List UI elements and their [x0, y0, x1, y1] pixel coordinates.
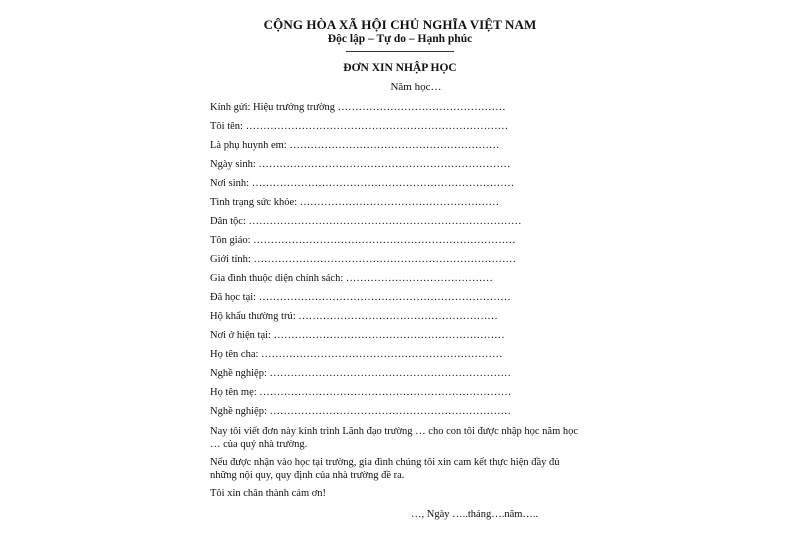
field-permanent-residence: Hộ khẩu thường trú: ………………………………………………… — [210, 311, 498, 322]
field-previous-school: Đã học tại: ……………………………………………………………… — [210, 292, 511, 303]
field-mother-occupation: Nghề nghiệp: …………………………………………………………… — [210, 406, 511, 417]
request-paragraph — [210, 425, 590, 451]
request-line-2: … của quý nhà trường. — [210, 439, 308, 450]
field-date-of-birth: Ngày sinh: ……………………………………………………………… — [210, 159, 511, 170]
school-year-line: Năm học… — [390, 81, 442, 93]
field-current-address: Nơi ở hiện tại: ………………………………………………………… — [210, 330, 505, 341]
signature-date-line: …, Ngày …..tháng….năm….. — [411, 509, 539, 520]
field-parent-of: Là phụ huynh em: …………………………………………………… — [210, 140, 500, 151]
commitment-paragraph — [210, 456, 590, 482]
field-place-of-birth: Nơi sinh: ………………………………………………………………… — [210, 178, 515, 189]
field-gender: Giới tính: ………………………………………………………………… — [210, 254, 516, 265]
motto: Độc lập – Tự do – Hạnh phúc — [327, 33, 473, 45]
field-ethnicity: Dân tộc: …………………………………………………………………… — [210, 216, 522, 227]
field-recipient: Kính gửi: Hiệu trưởng trường ………………………………………… — [210, 102, 506, 113]
field-applicant-name: Tôi tên: ………………………………………………………………… — [210, 121, 509, 132]
commitment-line-2: những nội quy, quy định của nhà trường đề ra. — [210, 470, 405, 481]
document-title: ĐƠN XIN NHẬP HỌC — [343, 62, 457, 74]
commitment-line-1: Nếu được nhận vào học tại trường, gia đình chúng tôi xin cam kết thực hiện đầy đủ — [210, 457, 560, 468]
title-divider — [346, 51, 454, 52]
field-father-name: Họ tên cha: …………………………………………………………… — [210, 349, 503, 360]
field-health-status: Tình trạng sức khỏe: ………………………………………………… — [210, 197, 500, 208]
request-line-1: Nay tôi viết đơn này kính trình Lãnh đạo trường … cho con tôi được nhập học năm học — [210, 426, 579, 437]
national-title: CỘNG HÒA XÃ HỘI CHỦ NGHĨA VIỆT NAM — [263, 17, 537, 32]
thanks-line: Tôi xin chân thành cảm ơn! — [210, 488, 327, 499]
field-policy-family: Gia đình thuộc diện chính sách: …………………………………… — [210, 273, 493, 284]
field-religion: Tôn giáo: ………………………………………………………………… — [210, 235, 516, 246]
thanks-paragraph — [210, 487, 590, 500]
field-mother-name: Họ tên mẹ: ……………………………………………………………… — [210, 387, 512, 398]
field-father-occupation: Nghề nghiệp: …………………………………………………………… — [210, 368, 511, 379]
